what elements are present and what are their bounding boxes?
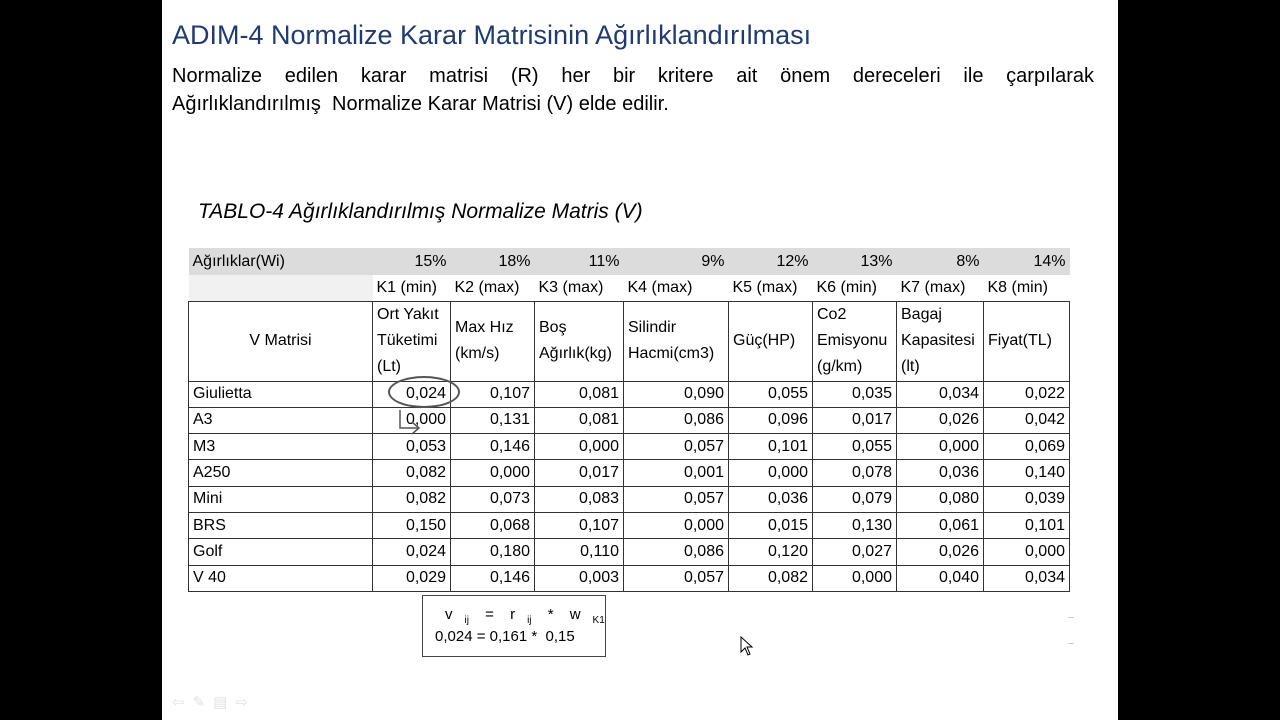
next-slide-icon[interactable]: ⇨: [235, 694, 256, 711]
pen-icon[interactable]: ✎: [192, 694, 214, 711]
value-cell-k6: 0,000: [813, 565, 897, 591]
value-cell-k8: 0,069: [984, 434, 1070, 460]
value-cell-k2: 0,146: [451, 434, 535, 460]
weight-k2: 18%: [451, 248, 535, 275]
value-cell-k5: 0,101: [729, 434, 813, 460]
corner-label: V Matrisi: [189, 301, 373, 381]
formula-definition: [445, 606, 617, 626]
alternative-name: A250: [189, 460, 373, 486]
matrix-data-body: [189, 381, 1070, 591]
alternative-name: M3: [189, 434, 373, 460]
highlight-circle: [388, 376, 460, 408]
value-cell-k6: 0,017: [813, 407, 897, 433]
criteria-code-k7: K7 (max): [900, 278, 966, 296]
value-cell-k7: 0,061: [897, 512, 984, 538]
value-cell-k8: 0,039: [984, 486, 1070, 512]
slide: [162, 0, 1118, 720]
criteria-header-row: [189, 301, 1070, 381]
criteria-code-k8: K8 (min): [987, 278, 1048, 296]
value-cell-k5: 0,000: [729, 460, 813, 486]
table-row: [189, 381, 1070, 407]
value-cell-k4: 0,090: [624, 381, 729, 407]
table-row: [189, 539, 1070, 565]
formula-v-sub: ij: [464, 615, 469, 626]
criteria-code-k1: K1 (min): [376, 278, 437, 296]
value-cell-k1: 0,024: [373, 381, 451, 407]
criteria-code-k3: K3 (max): [538, 278, 604, 296]
criteria-code-k2: K2 (max): [454, 278, 520, 296]
weight-k3: 11%: [535, 248, 624, 275]
value-cell-k7: 0,080: [897, 486, 984, 512]
value-cell-k7: 0,026: [897, 539, 984, 565]
value-cell-k5: 0,055: [729, 381, 813, 407]
formula-eq: =: [485, 606, 494, 623]
value-cell-k8: 0,101: [984, 512, 1070, 538]
value-cell-k2: 0,107: [451, 381, 535, 407]
criteria-name-k8: Fiyat(TL): [984, 301, 1070, 381]
value-cell-k1: 0,150: [373, 512, 451, 538]
value-cell-k8: 0,042: [984, 407, 1070, 433]
value-cell-k1: 0,024: [373, 539, 451, 565]
alternative-name: Giulietta: [189, 381, 373, 407]
value-cell-k1: 0,082: [373, 486, 451, 512]
value-cell-k2: 0,131: [451, 407, 535, 433]
value-cell-k3: 0,081: [535, 407, 624, 433]
value-cell-k6: 0,079: [813, 486, 897, 512]
value-cell-k8: 0,000: [984, 539, 1070, 565]
criteria-codes-row: [189, 275, 1070, 301]
criteria-name-k4: Silindir Hacmi(cm3): [624, 301, 729, 381]
value-cell-k2: 0,180: [451, 539, 535, 565]
arrow-icon: [390, 410, 424, 438]
table-row: [189, 460, 1070, 486]
value-cell-k2: 0,068: [451, 512, 535, 538]
value-cell-k3: 0,107: [535, 512, 624, 538]
value-cell-k4: 0,000: [624, 512, 729, 538]
formula-op: *: [547, 606, 554, 623]
table-row: [189, 434, 1070, 460]
formula-example: 0,024 = 0,161 * 0,15: [435, 628, 575, 645]
alternative-name: Golf: [189, 539, 373, 565]
criteria-code-k4: K4 (max): [627, 278, 693, 296]
alternative-name: A3: [189, 407, 373, 433]
value-cell-k3: 0,017: [535, 460, 624, 486]
value-cell-k3: 0,083: [535, 486, 624, 512]
weight-k1: 15%: [373, 248, 451, 275]
slide-title: ADIM-4 Normalize Karar Matrisinin Ağırlıklandırılması: [172, 20, 812, 50]
value-cell-k4: 0,057: [624, 486, 729, 512]
value-cell-k6: 0,078: [813, 460, 897, 486]
previous-slide-icon[interactable]: ⇦: [172, 694, 193, 711]
value-cell-k5: 0,120: [729, 539, 813, 565]
weight-k5: 12%: [729, 248, 813, 275]
value-cell-k5: 0,096: [729, 407, 813, 433]
value-cell-k1: 0,053: [373, 434, 451, 460]
value-cell-k7: 0,040: [897, 565, 984, 591]
mouse-cursor-icon: [740, 636, 754, 658]
table-row: [189, 565, 1070, 591]
menu-icon[interactable]: ▤: [213, 694, 236, 711]
value-cell-k4: 0,057: [624, 565, 729, 591]
value-cell-k2: 0,146: [451, 565, 535, 591]
value-cell-k8: 0,022: [984, 381, 1070, 407]
value-cell-k4: 0,086: [624, 539, 729, 565]
value-cell-k1: 0,082: [373, 460, 451, 486]
alternative-name: Mini: [189, 486, 373, 512]
formula-v: v: [445, 606, 453, 623]
value-cell-k3: 0,000: [535, 434, 624, 460]
criteria-code-k5: K5 (max): [732, 278, 798, 296]
value-cell-k4: 0,001: [624, 460, 729, 486]
weighted-normalized-matrix-table: [188, 248, 1070, 592]
value-cell-k8: 0,034: [984, 565, 1070, 591]
value-cell-k3: 0,081: [535, 381, 624, 407]
weights-label: Ağırlıklar(Wi): [189, 248, 373, 275]
value-cell-k7: 0,000: [897, 434, 984, 460]
slide-nav-controls[interactable]: [172, 693, 256, 711]
value-cell-k7: 0,026: [897, 407, 984, 433]
table-caption: TABLO-4 Ağırlıklandırılmış Normalize Matris (V): [198, 200, 643, 223]
value-cell-k8: 0,140: [984, 460, 1070, 486]
slide-body-text: [172, 62, 1094, 118]
body-line-1: Normalize edilen karar matrisi (R) her bir kritere ait önem dereceleri ile çarpılarak: [172, 65, 1094, 87]
alternative-name: BRS: [189, 512, 373, 538]
formula-r: r: [510, 606, 516, 623]
value-cell-k2: 0,000: [451, 460, 535, 486]
value-cell-k6: 0,035: [813, 381, 897, 407]
criteria-name-k2: Max Hız (km/s): [451, 301, 535, 381]
edge-tick: [1068, 617, 1074, 618]
table-row: [189, 486, 1070, 512]
edge-tick: [1068, 643, 1074, 644]
formula-w-sub: K1: [592, 615, 605, 626]
weights-row: [189, 248, 1070, 275]
value-cell-k6: 0,027: [813, 539, 897, 565]
value-cell-k4: 0,057: [624, 434, 729, 460]
formula-r-sub: ij: [527, 615, 532, 626]
value-cell-k6: 0,055: [813, 434, 897, 460]
value-cell-k1: 0,029: [373, 565, 451, 591]
weight-k4: 9%: [624, 248, 729, 275]
value-cell-k3: 0,003: [535, 565, 624, 591]
codes-blank-cell: [189, 275, 373, 301]
value-cell-k5: 0,015: [729, 512, 813, 538]
table-row: [189, 407, 1070, 433]
value-cell-k5: 0,036: [729, 486, 813, 512]
criteria-name-k5: Güç(HP): [729, 301, 813, 381]
alternative-name: V 40: [189, 565, 373, 591]
value-cell-k4: 0,086: [624, 407, 729, 433]
value-cell-k1: 0,000: [373, 407, 451, 433]
weight-k6: 13%: [813, 248, 897, 275]
criteria-name-k7: Bagaj Kapasitesi (lt): [897, 301, 984, 381]
value-cell-k2: 0,073: [451, 486, 535, 512]
table-row: [189, 512, 1070, 538]
value-cell-k3: 0,110: [535, 539, 624, 565]
criteria-name-k1: Ort Yakıt Tüketimi (Lt): [373, 301, 451, 381]
value-cell-k7: 0,036: [897, 460, 984, 486]
value-cell-k6: 0,130: [813, 512, 897, 538]
criteria-name-k3: Boş Ağırlık(kg): [535, 301, 624, 381]
formula-box: [422, 595, 606, 657]
value-cell-k5: 0,082: [729, 565, 813, 591]
value-cell-k7: 0,034: [897, 381, 984, 407]
weight-k8: 14%: [984, 248, 1070, 275]
weight-k7: 8%: [897, 248, 984, 275]
body-line-2: Ağırlıklandırılmış Normalize Karar Matrisi (V) elde edilir.: [172, 93, 669, 115]
formula-w: w: [569, 606, 581, 623]
criteria-name-k6: Co2 Emisyonu (g/km): [813, 301, 897, 381]
criteria-code-k6: K6 (min): [816, 278, 877, 296]
